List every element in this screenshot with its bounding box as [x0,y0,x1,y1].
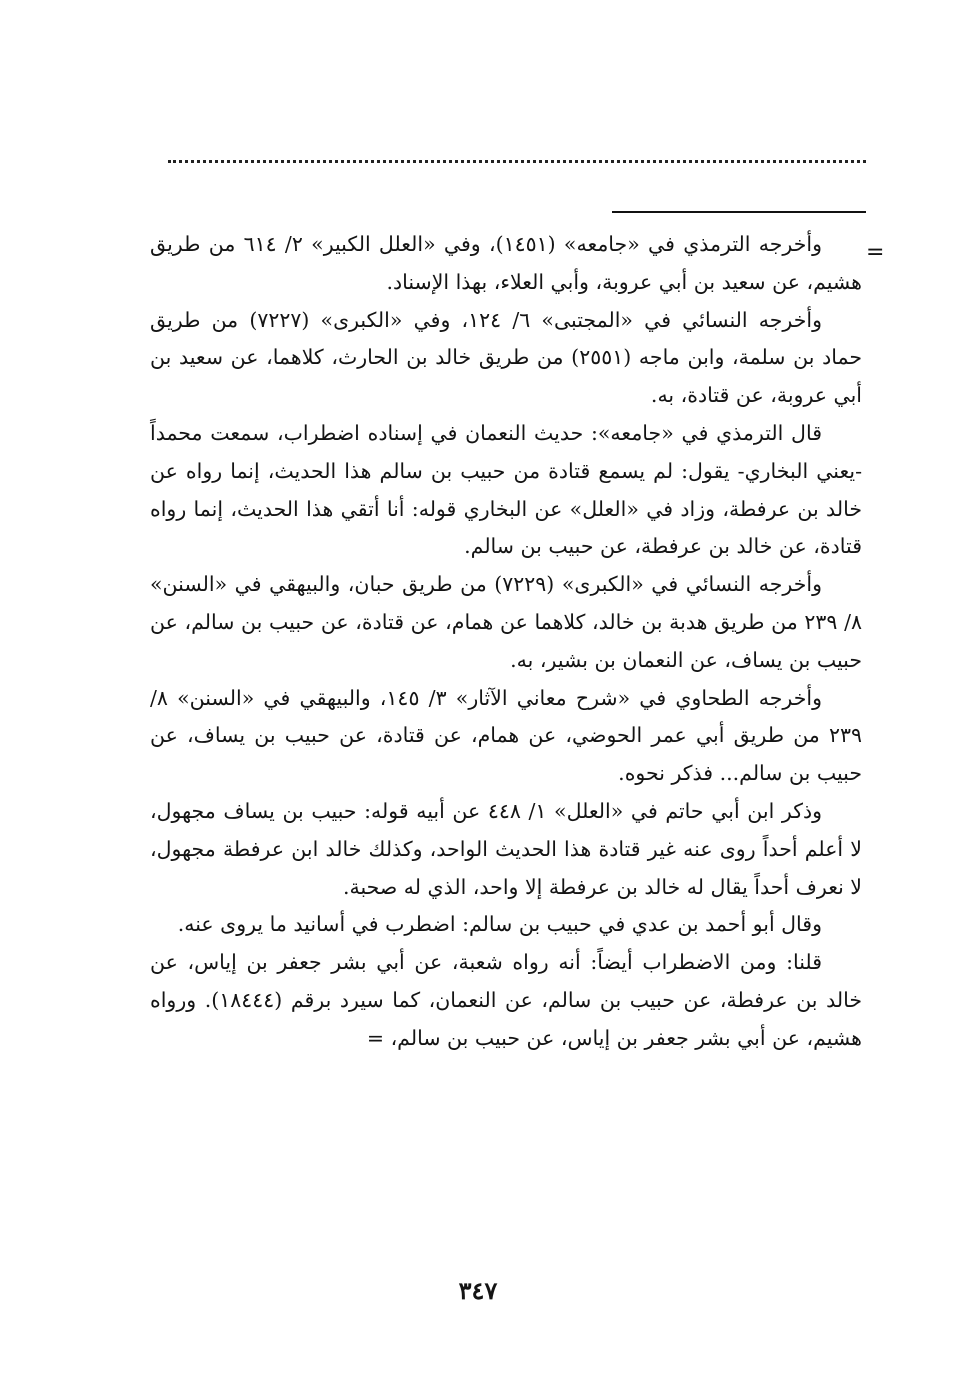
continuation-mark-start: = [866,240,885,265]
paragraph-2: وأخرجه النسائي في «المجتبى» ٦/ ١٢٤، وفي «الكبرى» (٧٢٢٧) من طريق حماد بن سلمة، وابن ماجه (٢٥٥١) من طريق خالد بن الحارث، كلاهما، عن سعيد بن أبي عروبة، عن قتادة، به. [150,307,863,408]
page-number: ٣٤٧ [458,1276,498,1305]
paragraph-8 [150,944,862,1057]
paragraph-8-text: قلنا: ومن الاضطراب أيضاً: أنه رواه شعبة، عن أبي بشر جعفر بن إياس، عن خالد بن عرفطة، عن حبيب بن سالم، عن النعمان، كما سيرد برقم (١٨٤٤٤). ورواه هشيم، عن أبي بشر جعفر بن إياس، عن حبيب بن سالم، [150,950,862,1050]
dotted-separator [168,160,866,163]
paragraph-3: قال الترمذي في «جامعه»: حديث النعمان في إسناده اضطراب، سمعت محمداً -يعني البخاري- يقول: لم يسمع قتادة من حبيب بن سالم هذا الحديث، إنما رواه عن خالد بن عرفطة، وزاد في «العلل» عن البخاري قوله: أنا أتقي هذا الحديث، إنما رواه قتادة، عن خالد بن عرفطة، عن حبيب بن سالم. [150,420,862,559]
continuation-mark-end: = [366,1025,385,1050]
paragraph-5: وأخرجه الطحاوي في «شرح معاني الآثار» ٣/ ١٤٥، والبيهقي في «السنن» ٨/ ٢٣٩ من طريق أبي عمر الحوضي، عن همام، عن قتادة، عن حبيب بن يساف، عن حبيب بن سالم... فذكر نحوه. [150,685,862,786]
paragraph-6: وذكر ابن أبي حاتم في «العلل» ١/ ٤٤٨ عن أبيه قوله: حبيب بن يساف مجهول، لا أعلم أحداً روى عنه غير قتادة هذا الحديث الواحد، وكذلك خالد ابن عرفطة مجهول، لا نعرف أحداً يقال له خالد بن عرفطة إلا واحد، الذي له صحبة. [150,798,862,899]
paragraph-1: وأخرجه الترمذي في «جامعه» (١٤٥١)، وفي «العلل الكبير» ٢/ ٦١٤ من طريق هشيم، عن سعيد بن أبي عروبة، وأبي العلاء، بهذا الإسناد. [150,232,862,294]
footnote-rule [612,211,866,213]
paragraph-4: وأخرجه النسائي في «الكبرى» (٧٢٢٩) من طريق حبان، والبيهقي في «السنن» ٨/ ٢٣٩ من طريق هدبة بن خالد، كلاهما عن همام، عن قتادة، عن حبيب بن سالم، عن حبيب بن يساف، عن النعمان بن بشير، به. [150,572,862,672]
footnote-text [150,226,862,1058]
paragraph-7: وقال أبو أحمد بن عدي في حبيب بن سالم: اضطرب في أسانيد ما يروى عنه. [177,912,822,937]
